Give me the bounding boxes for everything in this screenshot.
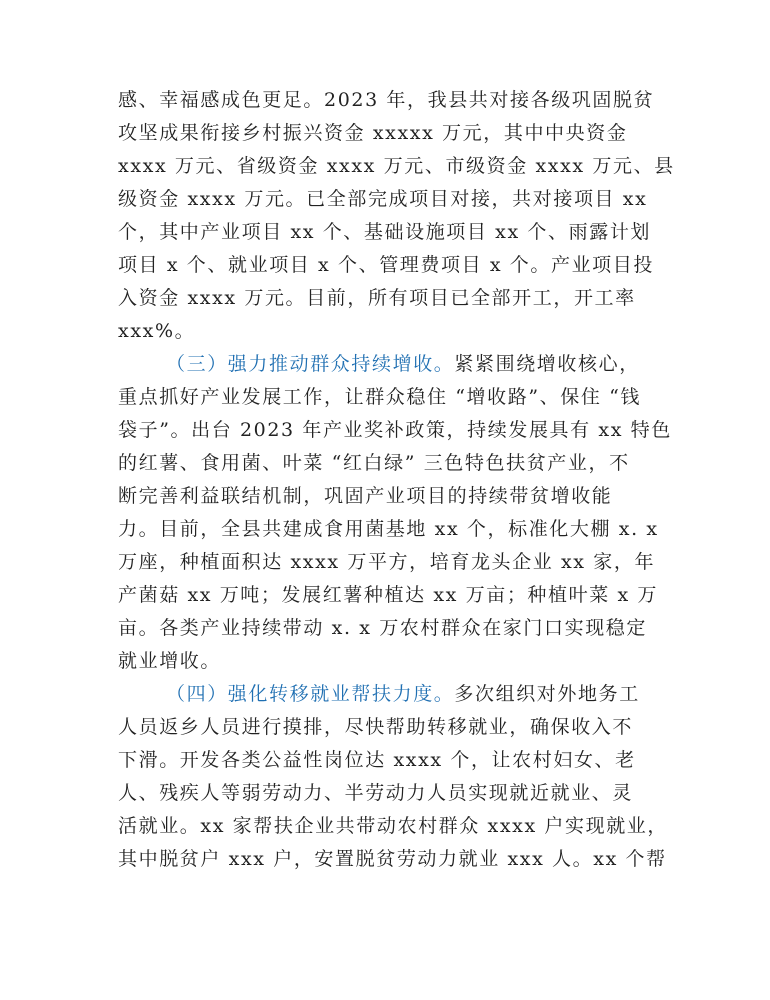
paragraph3-line-5: 活就业。xx 家帮扶企业共带动农村群众 xxxx 户实现就业， [118,815,669,837]
paragraph2-first-line-text: 紧紧围绕增收核心， [454,353,640,375]
paragraph3-line-3: 下滑。开发各类公益性岗位达 xxxx 个，让农村妇女、老 [118,749,636,771]
paragraph2-line-2: 重点抓好产业发展工作，让群众稳住 “增收路”、保住 “钱 [118,386,642,408]
paragraph2-line-5: 断完善利益联结机制，巩固产业项目的持续带贫增收能 [118,485,613,507]
paragraph2-line-9: 亩。各类产业持续带动 x. x 万农村群众在家门口实现稳定 [118,617,647,639]
paragraph1-line-2: 攻坚成果衔接乡村振兴资金 xxxxx 万元，其中中央资金 [118,122,628,144]
paragraph1-line-5: 个，其中产业项目 xx 个、基础设施项目 xx 个、雨露计划 [118,221,652,243]
paragraph2-line-7: 万座，种植面积达 xxxx 万平方，培育龙头企业 xx 家，年 [118,551,656,573]
paragraph3-line-4: 人、残疾人等弱劳动力、半劳动力人员实现就近就业、灵 [118,782,634,804]
paragraph1-line-6: 项目 x 个、就业项目 x 个、管理费项目 x 个。产业项目投 [118,254,654,276]
paragraph2-line-10: 就业增收。 [118,650,222,672]
paragraph3-first-line [166,682,640,706]
paragraph2-line-4: 的红薯、食用菌、叶菜 “红白绿” 三色特色扶贫产业，不 [118,452,630,474]
paragraph3-line-2: 人员返乡人员进行摸排，尽快帮助转移就业，确保收入不 [118,716,634,738]
paragraph3-first-line-text: 多次组织对外地务工 [454,683,640,705]
paragraph2-line-6: 力。目前，全县共建成食用菌基地 xx 个，标准化大棚 x. x [118,518,659,540]
paragraph3-heading: （四）强化转移就业帮扶力度。 [166,683,455,705]
paragraph2-heading: （三）强力推动群众持续增收。 [166,353,455,375]
paragraph1-line-3: xxxx 万元、省级资金 xxxx 万元、市级资金 xxxx 万元、县 [118,155,675,177]
paragraph1-line-8: xxx%。 [118,320,196,342]
paragraph2-first-line [166,352,640,376]
paragraph3-line-6: 其中脱贫户 xxx 户，安置脱贫劳动力就业 xxx 人。xx 个帮 [118,848,667,870]
paragraph2-line-3: 袋子”。出台 2023 年产业奖补政策，持续发展具有 xx 特色 [118,419,672,441]
paragraph2-line-8: 产菌菇 xx 万吨；发展红薯种植达 xx 万亩；种植叶菜 x 万 [118,584,659,606]
paragraph1-line-7: 入资金 xxxx 万元。目前，所有项目已全部开工，开工率 [118,287,636,309]
paragraph1-line-4: 级资金 xxxx 万元。已全部完成项目对接，共对接项目 xx [118,188,648,210]
paragraph1-line-1: 感、幸福感成色更足。2023 年，我县共对接各级巩固脱贫 [118,89,655,111]
